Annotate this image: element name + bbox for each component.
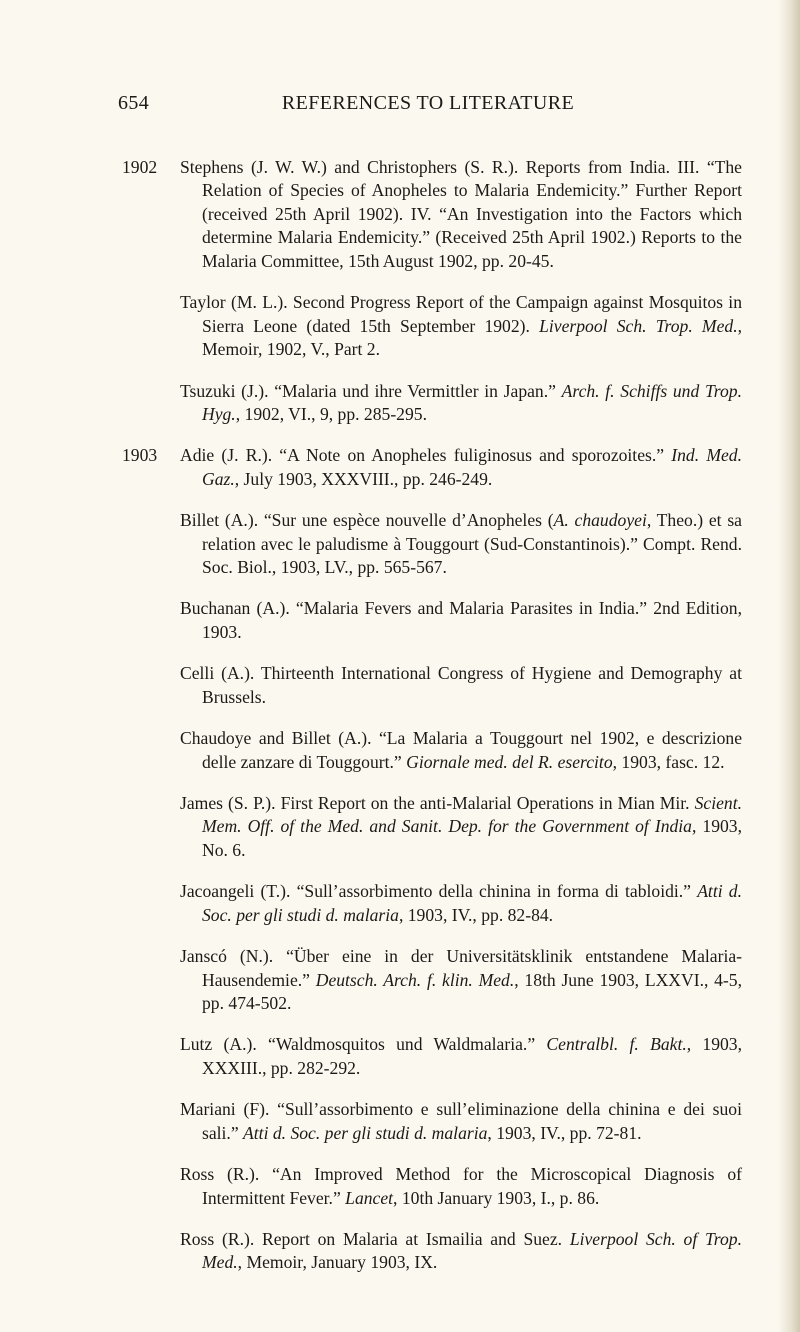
entry-text: Ross (R.). Report on Malaria at Ismailia and Suez. xyxy=(180,1228,570,1249)
entry-text: Adie (J. R.). “A Note on Anopheles fuliginosus and sporozoites.” xyxy=(180,445,672,466)
entry-text: James (S. P.). First Report on the anti-Malarial Operations in Mian Mir. xyxy=(180,792,695,813)
page-edge-shadow xyxy=(778,0,800,1332)
entry-text: Jacoangeli (T.). “Sull’assorbimento della chinina in forma di tabloidi.” xyxy=(180,881,698,902)
year-group-1902 xyxy=(122,156,742,427)
entry-source: Deutsch. Arch. f. klin. Med. xyxy=(315,969,515,990)
running-head: REFERENCES TO LITERATURE xyxy=(281,92,575,114)
reference-entry xyxy=(180,156,742,274)
reference-entry xyxy=(180,1033,742,1080)
entry-details: , 1903, fasc. 12. xyxy=(612,751,725,772)
entry-source: Liverpool Sch. Trop. Med. xyxy=(539,315,738,336)
entry-source: Arch. f. Schiffs und Trop. Hyg. xyxy=(202,380,742,425)
entry-source: Atti d. Soc. per gli studi d. malaria xyxy=(243,1122,488,1143)
reference-entry xyxy=(180,444,742,491)
entry-text: Tsuzuki (J.). “Malaria und ihre Vermittler in Japan.” xyxy=(180,380,562,401)
entry-details: , 1903, No. 6. xyxy=(202,816,742,860)
entry-text: Stephens (J. W. W.) and Christophers (S. R.). Reports from India. III. “The Relation of Species of Anopheles to Malaria Endemicity.” Further Report (received 25th April 1902). IV. “An Investigation into the Factors which determine Malaria Endemicity.” (Received 25th April 1902.) Reports to the Malaria Committee, 15th August 1902, pp. 20-45. xyxy=(180,156,742,271)
entry-details: , July 1903, XXXVIII., pp. 246-249. xyxy=(234,468,493,489)
reference-entry xyxy=(180,662,742,709)
entry-details: , Memoir, January 1903, IX. xyxy=(237,1252,438,1273)
entry-source: Scient. Mem. Off. of the Med. and Sanit. Dep. for the Government of India xyxy=(202,792,742,837)
page-number: 654 xyxy=(118,92,150,114)
entry-source: Atti d. Soc. per gli studi d. malaria xyxy=(202,881,742,925)
entry-text: Celli (A.). Thirteenth International Congress of Hygiene and Demography at Brussels. xyxy=(180,663,742,707)
reference-list xyxy=(122,138,742,1287)
entry-details: , Memoir, 1902, V., Part 2. xyxy=(202,315,742,360)
entry-text: Buchanan (A.). “Malaria Fevers and Malaria Parasites in India.” 2nd Edition, 1903. xyxy=(180,598,742,643)
entry-text: Billet (A.). “Sur une espèce nouvelle d’Anopheles ( xyxy=(180,510,554,531)
entry-source: Lancet xyxy=(345,1187,394,1208)
entry-source: Liverpool Sch. of Trop. Med. xyxy=(202,1228,742,1273)
entry-source: Giornale med. del R. esercito xyxy=(406,751,613,772)
entry-text: Mariani (F). “Sull’assorbimento e sull’eliminazione della chinina e dei suoi sali.” xyxy=(180,1099,742,1143)
year-group-1903 xyxy=(122,444,742,1275)
entry-details: , Theo.) et sa relation avec le paludisme à Touggourt (Sud-Constantinois).” Compt. Rend. Soc. Biol., 1903, LV., pp. 565-567. xyxy=(202,510,742,578)
entry-details: , 1903, IV., pp. 82-84. xyxy=(398,904,554,925)
reference-entry xyxy=(180,380,742,427)
reference-entry xyxy=(180,945,742,1016)
entry-text: Taylor (M. L.). Second Progress Report of the Campaign against Mosquitos in Sierra Leone (dated 15th September 1902). xyxy=(180,292,742,336)
year-label: 1903 xyxy=(122,445,158,466)
reference-entry xyxy=(180,1228,742,1275)
entry-text: Chaudoye and Billet (A.). “La Malaria a Touggourt nel 1902, e descrizione delle zanzare di Touggourt.” xyxy=(180,728,742,772)
year-label: 1902 xyxy=(122,156,158,177)
reference-entry xyxy=(180,880,742,927)
reference-entry xyxy=(180,1098,742,1145)
entry-text: Janscó (N.). “Über eine in der Universitätsklinik entstandene Malaria-Hausendemie.” xyxy=(180,945,742,990)
page-header xyxy=(118,92,738,122)
entry-source: A. chaudoyei xyxy=(553,510,647,531)
entry-text: Ross (R.). “An Improved Method for the Microscopical Diagnosis of Intermittent Fever.” xyxy=(180,1163,742,1208)
entry-details: , 10th January 1903, I., p. 86. xyxy=(393,1187,600,1208)
entry-source: Centralbl. f. Bakt. xyxy=(546,1034,687,1055)
entry-details: , 1903, XXXIII., pp. 282-292. xyxy=(202,1034,742,1078)
reference-entry xyxy=(180,509,742,580)
entry-text: Lutz (A.). “Waldmosquitos und Waldmalaria.” xyxy=(180,1034,547,1055)
reference-entry xyxy=(180,291,742,362)
entry-details: , 1903, IV., pp. 72-81. xyxy=(487,1122,642,1143)
entry-details: , 18th June 1903, LXXVI., 4-5, pp. 474-502. xyxy=(202,969,742,1014)
reference-entry xyxy=(180,727,742,774)
entry-details: , 1902, VI., 9, pp. 285-295. xyxy=(235,404,427,425)
reference-entry xyxy=(180,1163,742,1210)
reference-entry xyxy=(180,792,742,863)
entry-source: Ind. Med. Gaz. xyxy=(202,445,742,489)
reference-entry xyxy=(180,597,742,644)
